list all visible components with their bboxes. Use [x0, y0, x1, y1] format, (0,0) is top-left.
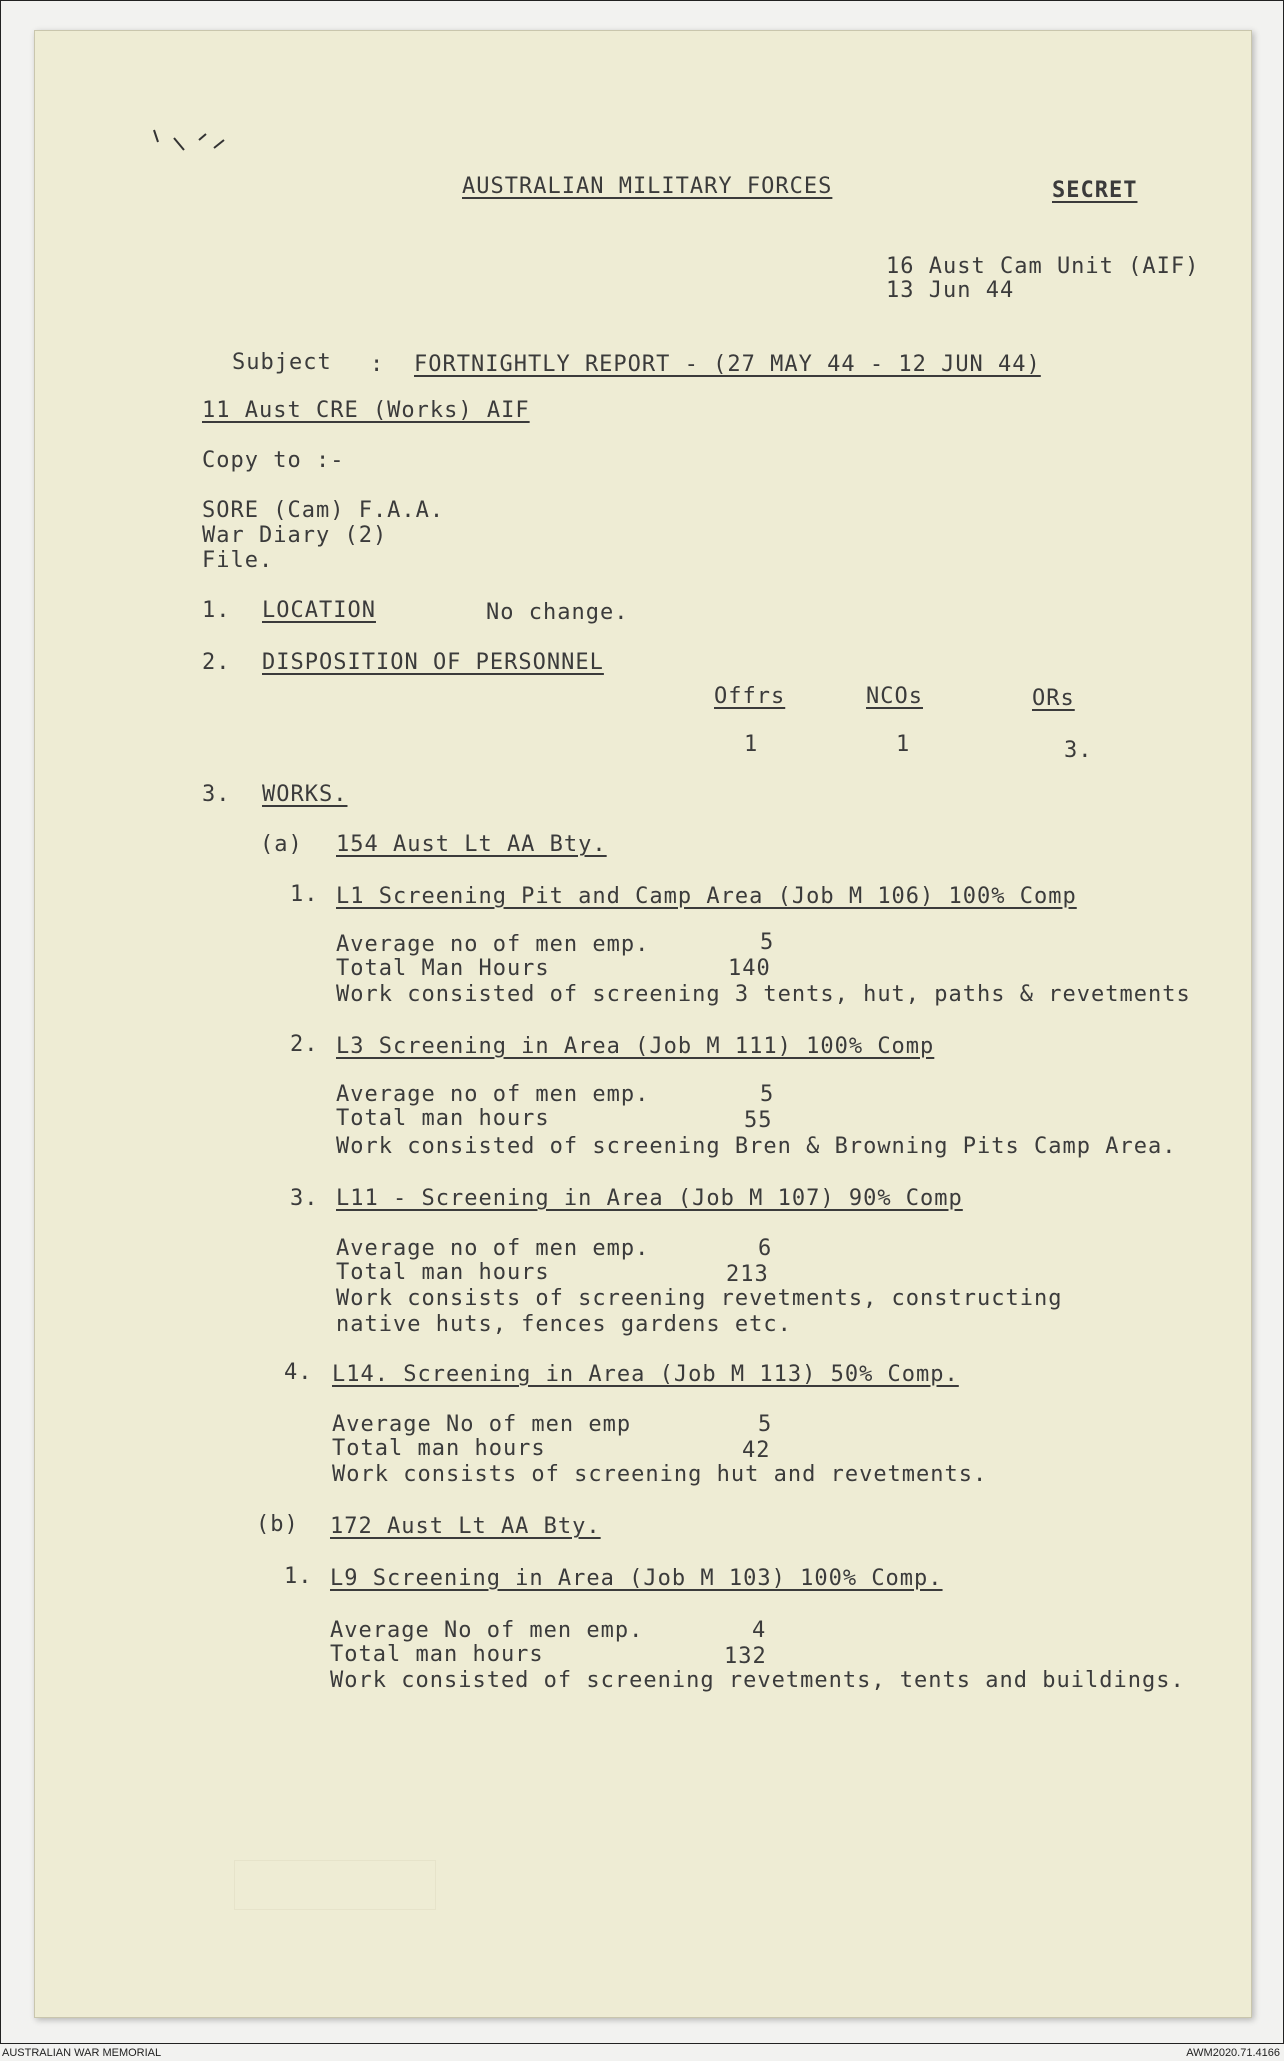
man-hours-value: 132: [724, 1644, 767, 1669]
avg-men-label: Average No of men emp.: [330, 1618, 644, 1643]
man-hours-value: 213: [726, 1262, 769, 1287]
job-number: 1.: [284, 1564, 313, 1589]
personnel-val-ors: 3.: [1064, 738, 1093, 763]
section-number: 1.: [202, 598, 231, 623]
man-hours-label: Total man hours: [336, 1106, 550, 1131]
job-number: 3.: [290, 1186, 319, 1211]
footer-id: AWM2020.71.4166: [1186, 2047, 1280, 2059]
man-hours-value: 140: [728, 956, 771, 981]
work-description: Work consisted of screening revetments, tents and buildings.: [330, 1668, 1185, 1693]
man-hours-label: Total man hours: [330, 1642, 544, 1667]
personnel-col-ors: ORs: [1032, 686, 1075, 711]
section-number: 3.: [202, 782, 231, 807]
handwritten-mark: [144, 120, 244, 180]
job-title: L1 Screening Pit and Camp Area (Job M 106) 100% Comp: [336, 884, 1077, 909]
unit-name: 16 Aust Cam Unit (AIF): [886, 254, 1200, 279]
man-hours-label: Total man hours: [332, 1436, 546, 1461]
works-heading: WORKS.: [262, 782, 348, 807]
faded-stamp: [234, 1860, 436, 1910]
work-description: native huts, fences gardens etc.: [336, 1312, 792, 1337]
classification-label: SECRET: [1052, 178, 1138, 203]
work-description: Work consists of screening hut and revetments.: [332, 1462, 988, 1487]
avg-men-value: 5: [758, 1412, 773, 1437]
personnel-col-ncos: NCOs: [866, 684, 923, 709]
job-title: L3 Screening in Area (Job M 111) 100% Comp: [336, 1034, 935, 1059]
job-title: L11 - Screening in Area (Job M 107) 90% Comp: [336, 1186, 963, 1211]
document-page: [34, 30, 1252, 2018]
copy-to-line: War Diary (2): [202, 523, 388, 548]
avg-men-label: Average no of men emp.: [336, 1236, 650, 1261]
man-hours-value: 55: [744, 1108, 773, 1133]
location-value: No change.: [486, 600, 629, 625]
footer-source: AUSTRALIAN WAR MEMORIAL: [2, 2047, 162, 2059]
avg-men-value: 5: [760, 1082, 775, 1107]
personnel-col-offrs: Offrs: [714, 684, 786, 709]
group-unit: 172 Aust Lt AA Bty.: [330, 1514, 601, 1539]
section-number: 2.: [202, 650, 231, 675]
copy-to-line: File.: [202, 548, 274, 573]
job-number: 1.: [290, 882, 319, 907]
avg-men-label: Average no of men emp.: [336, 932, 650, 957]
work-description: Work consisted of screening 3 tents, hut, paths & revetments: [336, 982, 1191, 1007]
subject-colon: :: [370, 352, 385, 377]
personnel-val-ncos: 1: [896, 732, 911, 757]
copy-to-line: SORE (Cam) F.A.A.: [202, 498, 445, 523]
location-heading: LOCATION: [262, 598, 376, 623]
avg-men-value: 6: [758, 1236, 773, 1261]
job-title: L9 Screening in Area (Job M 103) 100% Comp.: [330, 1566, 943, 1591]
subject-text: FORTNIGHTLY REPORT - (27 MAY 44 - 12 JUN 44): [414, 352, 1041, 377]
group-letter: (a): [260, 832, 303, 857]
personnel-heading: DISPOSITION OF PERSONNEL: [262, 650, 604, 675]
personnel-val-offrs: 1: [744, 732, 759, 757]
man-hours-label: Total man hours: [336, 1260, 550, 1285]
copy-to-label: Copy to :-: [202, 448, 345, 473]
avg-men-label: Average no of men emp.: [336, 1082, 650, 1107]
work-description: Work consisted of screening Bren & Browning Pits Camp Area.: [336, 1134, 1177, 1159]
job-number: 2.: [290, 1032, 319, 1057]
job-number: 4.: [284, 1360, 313, 1385]
document-title: AUSTRALIAN MILITARY FORCES: [462, 174, 833, 199]
avg-men-label: Average No of men emp: [332, 1412, 632, 1437]
group-letter: (b): [256, 1512, 299, 1537]
subject-label: Subject: [232, 350, 332, 375]
report-date: 13 Jun 44: [886, 278, 1015, 303]
man-hours-label: Total Man Hours: [336, 956, 550, 981]
work-description: Work consists of screening revetments, constructing: [336, 1286, 1063, 1311]
avg-men-value: 5: [760, 930, 775, 955]
job-title: L14. Screening in Area (Job M 113) 50% Comp.: [332, 1362, 959, 1387]
man-hours-value: 42: [742, 1438, 771, 1463]
avg-men-value: 4: [752, 1618, 767, 1643]
addressee: 11 Aust CRE (Works) AIF: [202, 398, 530, 423]
group-unit: 154 Aust Lt AA Bty.: [336, 832, 607, 857]
